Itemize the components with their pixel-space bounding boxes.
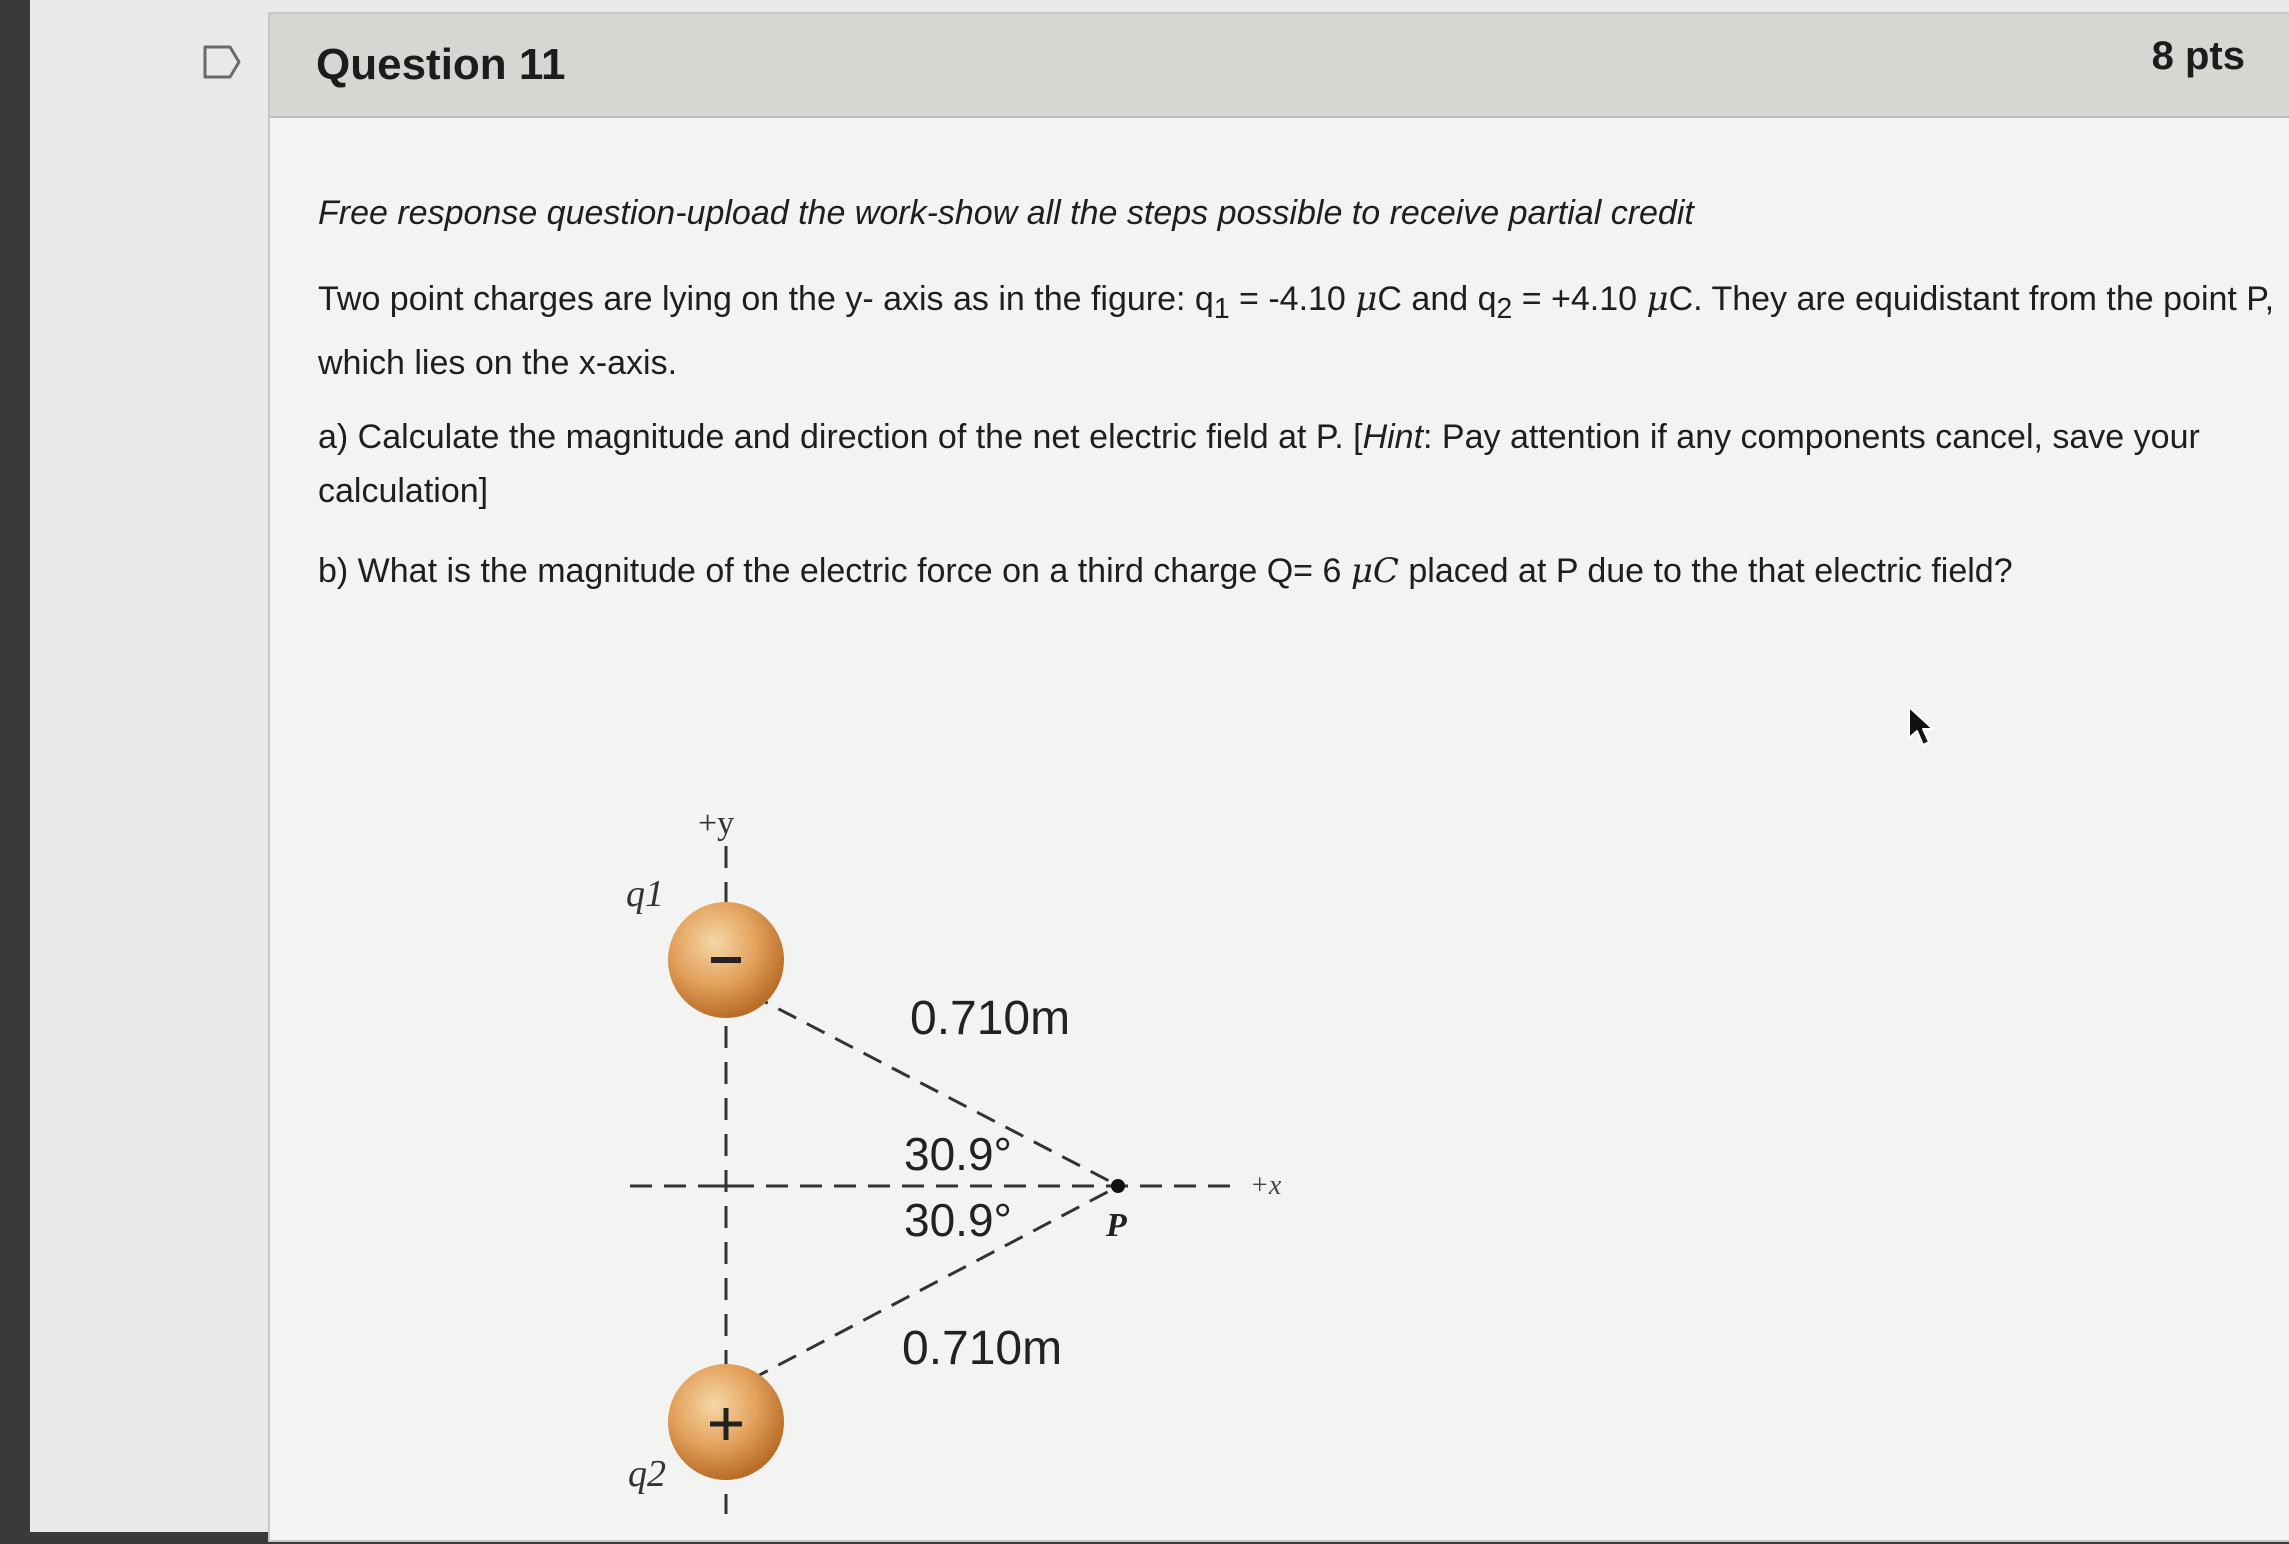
y-axis-label: +y	[698, 805, 735, 842]
charge-unit: μC	[1350, 551, 1399, 591]
point-p-label: P	[1106, 1207, 1127, 1244]
q2-value: = +4.10	[1512, 280, 1647, 318]
part-b-text	[318, 544, 2278, 598]
q2-label: q2	[628, 1453, 666, 1495]
q2-subscript: 2	[1496, 292, 1513, 325]
page-background	[30, 0, 2289, 1532]
part-a-suffix: : Pay attention if any components cancel, save your calculation]	[318, 418, 2200, 510]
charges-figure	[570, 774, 1330, 1544]
x-axis-label: +x	[1250, 1170, 1282, 1201]
part-b-prefix: b) What is the magnitude of the electric force on a third charge Q= 6	[318, 552, 1351, 590]
hint-label: Hint	[1362, 418, 1424, 456]
question-header	[270, 14, 2289, 118]
paragraph-text: C. They are equidistant from the point P, which lies on the x-axis.	[318, 280, 2275, 382]
point-p	[1111, 1179, 1125, 1193]
part-a-text	[318, 410, 2278, 518]
angle-label-bottom: 30.9°	[904, 1194, 1012, 1246]
flag-icon[interactable]	[202, 44, 242, 80]
question-title: Question 11	[316, 40, 566, 89]
distance-label-bottom: 0.710m	[902, 1322, 1063, 1375]
q1-value: = -4.10	[1229, 280, 1356, 318]
q1-subscript: 1	[1213, 292, 1230, 325]
q1-label: q1	[626, 873, 664, 915]
question-intro: Free response question-upload the work-show all the steps possible to receive partial credit	[318, 194, 1694, 232]
part-b-suffix: placed at P due to the that electric field?	[1398, 552, 2013, 590]
question-card	[268, 12, 2289, 1542]
question-points: 8 pts	[2151, 34, 2245, 78]
mu-symbol: μ	[1355, 279, 1378, 319]
mouse-pointer-icon	[1906, 704, 1936, 748]
angle-label-top: 30.9°	[904, 1128, 1012, 1180]
mu-symbol: μ	[1646, 279, 1669, 319]
part-a-prefix: a) Calculate the magnitude and direction of the net electric field at P. [	[318, 418, 1363, 456]
distance-label-top: 0.710m	[910, 992, 1071, 1045]
question-paragraph	[318, 272, 2278, 390]
paragraph-text: Two point charges are lying on the y- axis as in the figure: q	[318, 280, 1214, 318]
paragraph-text: C and q	[1377, 280, 1497, 318]
